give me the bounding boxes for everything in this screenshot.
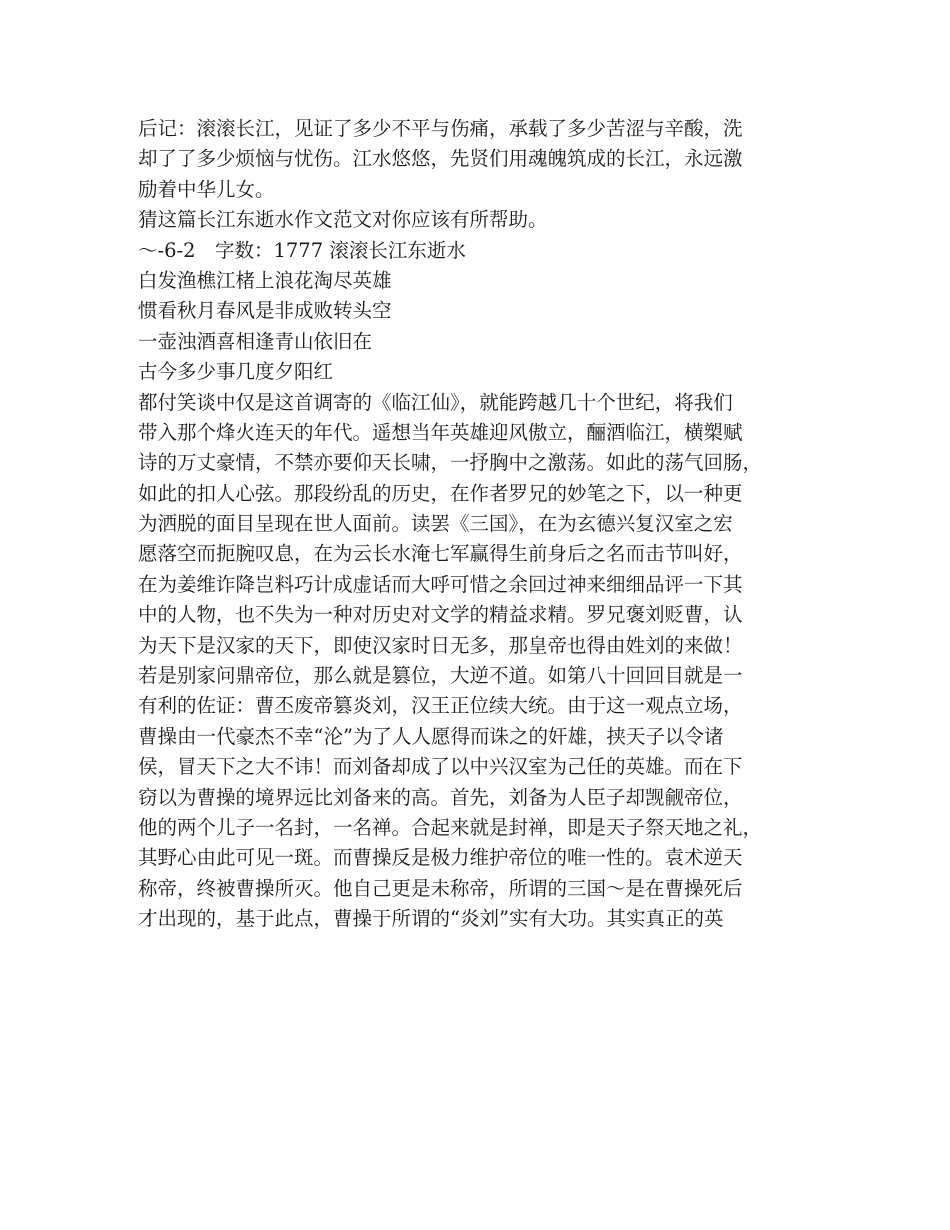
text-line: ～-6-2 字数：1777 滚滚长江东逝水 [138,238,466,262]
text-line: 中的人物，也不失为一种对历史对文学的精益求精。罗兄褒刘贬曹，认 [138,603,743,627]
text-line: 他的两个儿子一名封，一名禅。合起来就是封禅，即是天子祭天地之礼， [138,815,763,839]
text-line: 侯，冒天下之大不讳！而刘备却成了以中兴汉室为己任的英雄。而在下 [138,755,743,779]
text-line: 猜这篇长江东逝水作文范文对你应该有所帮助。 [138,208,548,232]
text-line: 后记：滚滚长江，见证了多少不平与伤痛，承载了多少苦涩与辛酸，洗 [138,117,743,140]
text-line: 愿落空而扼腕叹息，在为云长水淹七军赢得生前身后之名而击节叫好， [138,542,743,566]
article-body [138,114,828,935]
text-line: 窃以为曹操的境界远比刘备来的高。首先，刘备为人臣子却觊觎帝位， [138,785,743,809]
text-line: 有利的佐证：曹丕废帝篡炎刘，汉王正位续大统。由于这一观点立场， [138,694,743,718]
text-line: 带入那个烽火连天的年代。遥想当年英雄迎风傲立，酾酒临江，横槊赋 [138,420,743,444]
text-line: 为天下是汉家的天下，即使汉家时日无多，那皇帝也得由姓刘的来做！ [138,633,743,657]
poem-line: 一壶浊酒喜相逢青山依旧在 [138,329,373,353]
poem-line: 白发渔樵江楮上浪花淘尽英雄 [138,268,392,292]
text-line: 在为姜维诈降岂料巧计成虚话而大呼可惜之余回过神来细细品评一下其 [138,572,743,596]
text-line: 却了了多少烦恼与忧伤。江水悠悠，先贤们用魂魄筑成的长江，永远激 [138,147,743,171]
text-line: 都付笑谈中仅是这首调寄的《临江仙》，就能跨越几十个世纪，将我们 [138,390,733,414]
text-line: 如此的扣人心弦。那段纷乱的历史，在作者罗兄的妙笔之下，以一种更 [138,481,743,505]
text-line: 诗的万丈豪情，不禁亦要仰天长啸，一抒胸中之激荡。如此的荡气回肠， [138,451,763,475]
text-line: 称帝，终被曹操所灭。他自己更是未称帝，所谓的三国～是在曹操死后 [138,876,743,900]
text-line: 为洒脱的面目呈现在世人面前。读罢《三国》，在为玄德兴复汉室之宏 [138,512,733,536]
text-line: 其野心由此可见一斑。而曹操反是极力维护帝位的唯一性的。袁术逆天 [138,846,743,870]
text-line: 才出现的，基于此点，曹操于所谓的“炎刘”实有大功。其实真正的英 [138,907,724,931]
text-line: 若是别家问鼎帝位，那么就是篡位，大逆不道。如第八十回回目就是一 [138,664,743,688]
poem-line: 惯看秋月春风是非成败转头空 [138,299,392,323]
text-line: 曹操由一代豪杰不幸“沦”为了人人愿得而诛之的奸雄，挟天子以令诸 [138,724,724,748]
poem-line: 古今多少事几度夕阳红 [138,360,334,384]
text-line: 励着中华儿女。 [138,177,275,201]
